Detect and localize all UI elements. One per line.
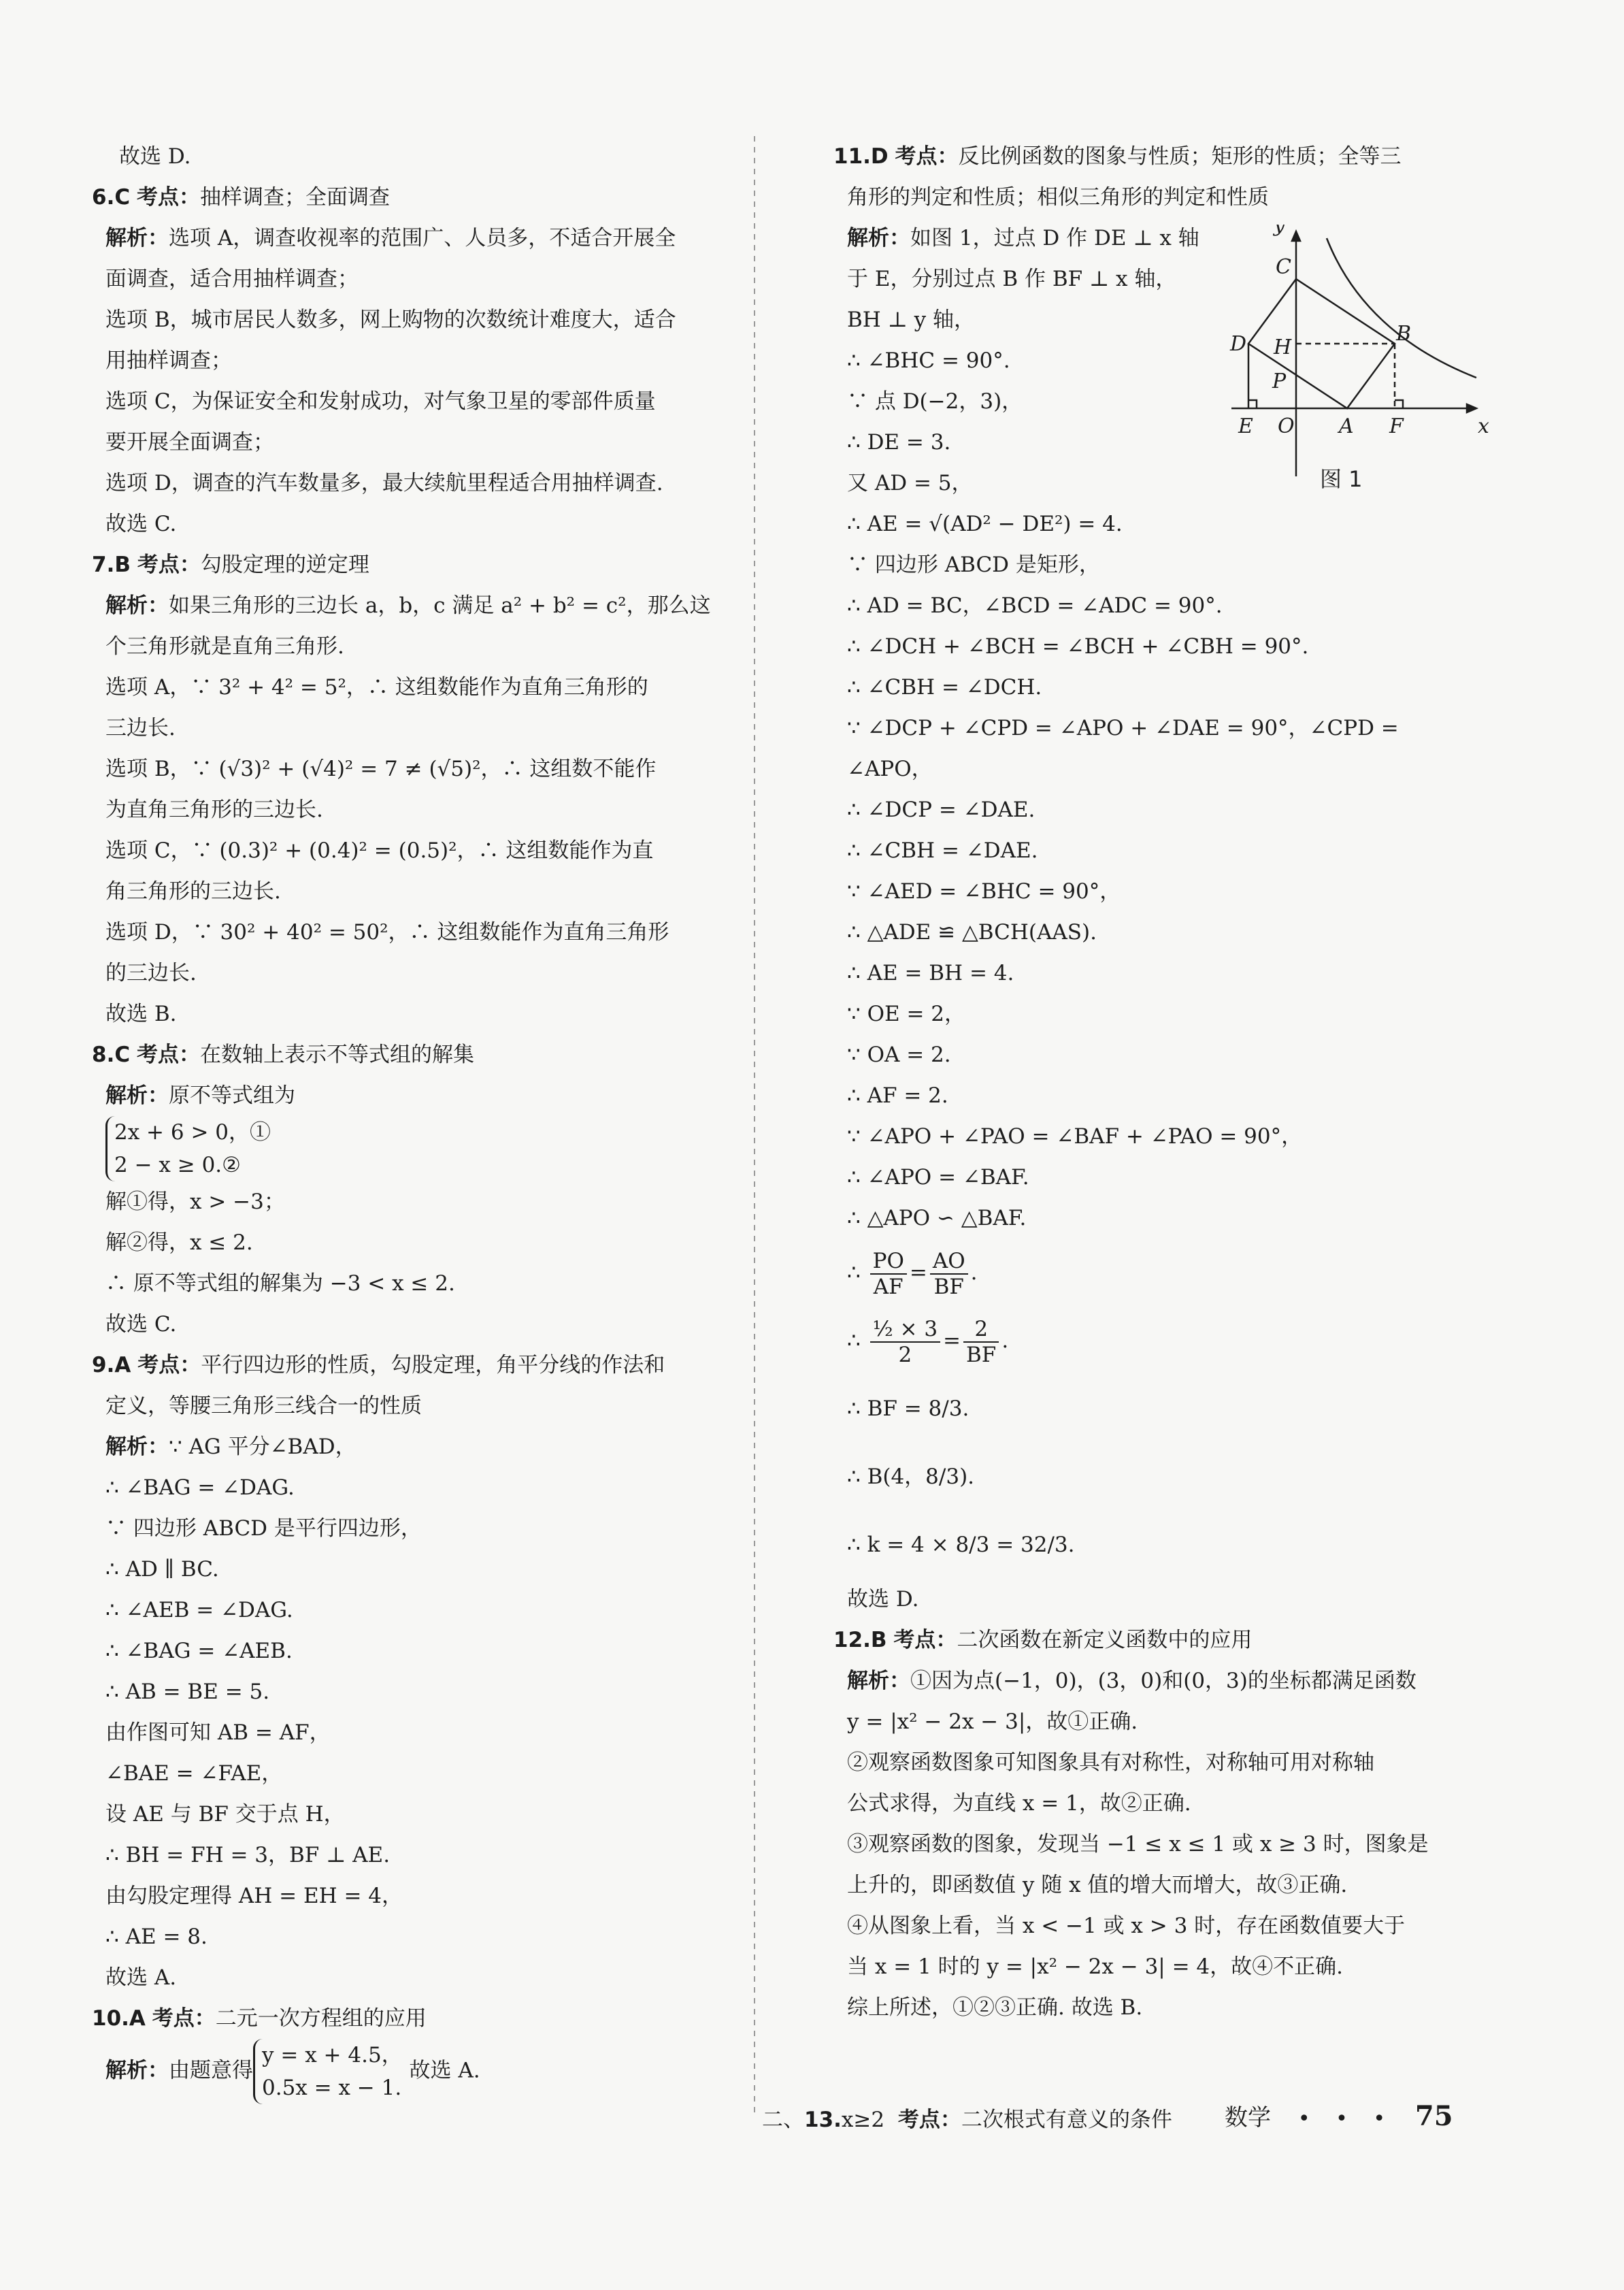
line-text: 平行四边形的性质，勾股定理，角平分线的作法和 — [201, 1353, 665, 1377]
line-text: ∵ OA = 2. — [847, 1043, 951, 1067]
line-text: 要开展全面调查； — [105, 430, 274, 455]
line-text: 选项 D，∵ 30² + 40² = 50²，∴ 这组数能作为直角三角形 — [105, 920, 669, 945]
text-line — [92, 830, 738, 871]
text-line — [833, 1157, 1487, 1198]
text-line — [833, 1987, 1487, 2028]
line-text: ∴ ∠APO = ∠BAF. — [847, 1165, 1029, 1190]
line-text: ∴ AE = 8. — [105, 1925, 208, 1949]
line-text: 三边长. — [105, 716, 176, 740]
line-text: 综上所述，①②③正确. 故选 B. — [847, 1995, 1143, 2020]
text-line — [92, 1345, 738, 1386]
keypoint-label: 考点： — [893, 1628, 957, 1652]
line-text: 反比例函数的图象与性质；矩形的性质；全等三 — [958, 144, 1402, 169]
line-text: 于 E，分别过点 B 作 BF ⊥ x 轴， — [847, 267, 1177, 291]
line-text: ∴ △ADE ≌ △BCH(AAS). — [847, 920, 1097, 945]
denominator: AF — [873, 1274, 904, 1299]
line-text: ∴ B(4，8/3). — [847, 1465, 975, 1489]
text-line — [92, 340, 738, 381]
line-text: 二次函数在新定义函数中的应用 — [957, 1628, 1253, 1652]
text-line — [92, 1034, 738, 1075]
text-line — [833, 136, 1487, 177]
line-text: ∴ AB = BE = 5. — [105, 1680, 270, 1704]
line-text: ∵ ∠AED = ∠BHC = 90°， — [847, 879, 1121, 904]
line-text: 为直角三角形的三边长. — [105, 798, 323, 822]
page-footer — [1225, 2096, 1453, 2140]
text-line — [833, 1116, 1487, 1157]
line-text: 选项 A，∵ 3² + 4² = 5²，∴ 这组数能作为直角三角形的 — [105, 675, 648, 700]
line-text: 选项 A，调查收视率的范围广、人员多，不适合开展全 — [169, 226, 676, 250]
question-number: 13. — [804, 2108, 842, 2132]
line-text: 解①得，x > −3； — [105, 1190, 285, 1214]
text-line — [92, 953, 738, 994]
answer: x≥2 — [841, 2108, 885, 2132]
equation-line: 2x + 6 > 0，① — [114, 1120, 271, 1145]
line-text: 选项 C，∵ (0.3)² + (0.4)² = (0.5)²，∴ 这组数能作为直 — [105, 838, 654, 863]
denominator: 2 — [898, 1342, 912, 1367]
line-text: ∴ AF = 2. — [847, 1083, 948, 1108]
keypoint-text: 二次根式有意义的条件 — [961, 2108, 1172, 2132]
keypoint-label: 考点： — [897, 2108, 961, 2132]
text-line — [92, 1753, 738, 1794]
keypoint-label: 考点： — [136, 185, 200, 210]
label-P: P — [1272, 370, 1287, 393]
text-line — [833, 1511, 1487, 1579]
line-text: ②观察函数图象可知图象具有对称性，对称轴可用对称轴 — [847, 1750, 1374, 1775]
period: . — [1001, 1328, 1009, 1353]
text-line — [833, 1375, 1487, 1443]
text-line — [92, 912, 738, 953]
line-text: 由作图可知 AB = AF， — [105, 1720, 331, 1745]
line-text: 勾股定理的逆定理 — [200, 553, 369, 577]
subject-label: 数学 — [1225, 2104, 1271, 2131]
line-text: 选项 D，调查的汽车数量多，最大续航里程适合用抽样调查. — [105, 471, 663, 495]
line-text: 故选 C. — [105, 1312, 177, 1337]
text-line — [92, 422, 738, 463]
text-line — [833, 1742, 1487, 1783]
question-number: 11.D — [833, 144, 889, 169]
text-line — [833, 1661, 1487, 1701]
text-line — [92, 504, 738, 544]
line-text: ∴ k = 4 × 8/3 = 32/3. — [847, 1533, 1075, 1557]
section-two-start — [762, 2099, 1172, 2140]
label-x: x — [1478, 414, 1489, 438]
period: . — [970, 1260, 978, 1285]
line-text: 用抽样调查； — [105, 348, 232, 373]
text-line — [833, 667, 1487, 708]
text-line — [92, 585, 738, 626]
text-line — [833, 1198, 1487, 1239]
line-text: 公式求得，为直线 x = 1，故②正确. — [847, 1791, 1191, 1816]
text-line — [833, 1034, 1487, 1075]
line-text: ④从图象上看，当 x < −1 或 x > 3 时，存在函数值要大于 — [847, 1914, 1406, 1938]
equation-line: y = x + 4.5， — [262, 2043, 403, 2067]
line-text: ∵ ∠DCP + ∠CPD = ∠APO + ∠DAE = 90°，∠CPD = — [847, 716, 1399, 740]
line-text: 解②得，x ≤ 2. — [105, 1230, 253, 1255]
equation-line: 2 − x ≥ 0.② — [114, 1153, 241, 1177]
line-text: ∴ ∠AEB = ∠DAG. — [105, 1598, 293, 1622]
line-text: 选项 B，∵ (√3)² + (√4)² = 7 ≠ (√5)²，∴ 这组数不能作 — [105, 757, 657, 781]
text-line — [833, 1307, 1487, 1375]
fraction — [930, 1249, 968, 1299]
line-text: ∴ DE = 3. — [847, 430, 951, 455]
footer-dots: • • • — [1297, 2107, 1395, 2131]
equation-system — [253, 2039, 403, 2104]
right-angle-F — [1395, 400, 1403, 408]
text-line — [92, 789, 738, 830]
text-line — [833, 1620, 1487, 1661]
right-angle-E — [1248, 400, 1257, 408]
text-line — [92, 871, 738, 912]
denominator: BF — [933, 1274, 964, 1299]
text-line — [833, 177, 1487, 218]
analysis-label: 解析： — [105, 2058, 169, 2083]
text-line — [92, 1075, 738, 1116]
text-line — [92, 1426, 738, 1467]
equals-sign: = — [943, 1328, 961, 1353]
line-text: ∴ ∠BAG = ∠DAG. — [105, 1475, 295, 1500]
line-text: ∵ 点 D(−2，3)， — [847, 389, 1023, 414]
text-line — [833, 1443, 1487, 1511]
text-line — [833, 749, 1487, 789]
therefore-symbol: ∴ — [847, 1328, 861, 1353]
line-text: 当 x = 1 时的 y = |x² − 2x − 3| = 4，故④不正确. — [847, 1954, 1343, 1979]
text-line — [92, 1957, 738, 1998]
keypoint-label: 考点： — [895, 144, 959, 169]
text-line — [92, 1116, 738, 1181]
line-text: 由题意得 — [169, 2058, 253, 2083]
line-text: ∴ BH = FH = 3，BF ⊥ AE. — [105, 1843, 391, 1867]
text-line — [833, 1579, 1487, 1620]
keypoint-label: 考点： — [137, 553, 201, 577]
question-number: 6.C — [92, 185, 131, 210]
label-B: B — [1396, 322, 1412, 346]
keypoint-label: 考点： — [137, 1353, 201, 1377]
line-text: ③观察函数的图象，发现当 −1 ≤ x ≤ 1 或 x ≥ 3 时，图象是 — [847, 1832, 1429, 1856]
line-text: 抽样调查；全面调查 — [199, 185, 390, 210]
text-line — [92, 299, 738, 340]
text-line — [833, 1905, 1487, 1946]
line-text: 故选 A. — [105, 1965, 177, 1990]
line-text: ∴ AD = BC，∠BCD = ∠ADC = 90°. — [847, 593, 1223, 618]
line-text: ∵ OE = 2， — [847, 1002, 966, 1026]
line-text: ∵ ∠APO + ∠PAO = ∠BAF + ∠PAO = 90°， — [847, 1124, 1303, 1149]
text-line — [92, 1181, 738, 1222]
label-A: A — [1339, 414, 1354, 438]
text-line — [833, 830, 1487, 871]
line-text: 又 AD = 5， — [847, 471, 973, 495]
text-line — [92, 708, 738, 749]
left-column — [92, 136, 738, 2104]
section-prefix: 二、 — [762, 2108, 804, 2132]
fraction — [870, 1249, 907, 1299]
line-text: ①因为点(−1，0)，(3，0)和(0，3)的坐标都满足函数 — [910, 1669, 1416, 1693]
line-text: 定义，等腰三角形三线合一的性质 — [105, 1394, 422, 1418]
analysis-label: 解析： — [105, 593, 169, 618]
line-text: ∵ 四边形 ABCD 是矩形， — [847, 553, 1100, 577]
line-text: ∴ △APO ∽ △BAF. — [847, 1206, 1027, 1230]
fraction — [870, 1317, 940, 1367]
line-text: 上升的，即函数值 y 随 x 值的增大而增大，故③正确. — [847, 1873, 1348, 1897]
label-D: D — [1230, 332, 1247, 356]
line-text: ∠BAE = ∠FAE， — [105, 1761, 283, 1786]
analysis-label: 解析： — [105, 226, 169, 250]
text-line — [92, 1222, 738, 1263]
line-text: 如果三角形的三边长 a，b，c 满足 a² + b² = c²，那么这 — [169, 593, 711, 618]
keypoint-label: 考点： — [152, 2006, 216, 2031]
text-line — [833, 1239, 1487, 1307]
analysis-label: 解析： — [847, 226, 910, 250]
question-number: 9.A — [92, 1353, 131, 1377]
text-line — [833, 544, 1487, 585]
line-text: 故选 D. — [847, 1587, 919, 1612]
text-line — [833, 789, 1487, 830]
page-number: 75 — [1414, 2100, 1453, 2132]
question-number: 8.C — [92, 1043, 131, 1067]
line-text: ∴ 原不等式组的解集为 −3 < x ≤ 2. — [105, 1271, 455, 1296]
text-line — [92, 218, 738, 259]
analysis-label: 解析： — [105, 1435, 169, 1459]
question-number: 7.B — [92, 553, 131, 577]
text-line — [92, 136, 738, 177]
text-line — [833, 626, 1487, 667]
text-line — [833, 953, 1487, 994]
line-text: ∴ ∠BHC = 90°. — [847, 348, 1010, 373]
line-text: ∴ ∠CBH = ∠DCH. — [847, 675, 1042, 700]
line-text: ∴ BF = 8/3. — [847, 1396, 970, 1421]
line-text: y = |x² − 2x − 3|，故①正确. — [847, 1710, 1138, 1734]
text-line — [92, 463, 738, 504]
line-text: 故选 C. — [105, 512, 177, 536]
text-line — [833, 1701, 1487, 1742]
equation-system — [105, 1116, 271, 1181]
text-line — [92, 1916, 738, 1957]
figure-caption: 图 1 — [1320, 466, 1363, 492]
line-text: ∴ ∠DCH + ∠BCH = ∠BCH + ∠CBH = 90°. — [847, 634, 1309, 659]
text-line — [92, 177, 738, 218]
line-text: ∵ AG 平分∠BAD， — [169, 1435, 357, 1459]
equals-sign: = — [909, 1260, 927, 1285]
line-text: 设 AE 与 BF 交于点 H， — [105, 1802, 345, 1827]
text-line — [92, 1304, 738, 1345]
line-text: ∴ ∠BAG = ∠AEB. — [105, 1639, 293, 1663]
line-text: 故选 D. — [119, 144, 191, 169]
text-line — [833, 1946, 1487, 1987]
text-line — [833, 708, 1487, 749]
text-line — [92, 1671, 738, 1712]
figure-1 — [1225, 225, 1490, 497]
numerator: 2 — [963, 1317, 999, 1343]
text-line — [92, 2039, 738, 2104]
label-C: C — [1276, 255, 1291, 279]
numerator: PO — [870, 1249, 907, 1275]
therefore-symbol: ∴ — [847, 1260, 861, 1285]
label-H: H — [1274, 336, 1292, 359]
text-line — [833, 994, 1487, 1034]
line-text: 在数轴上表示不等式组的解集 — [199, 1043, 474, 1067]
line-text: 故选 A. — [409, 2058, 480, 2083]
denominator: BF — [966, 1342, 997, 1367]
column-divider — [754, 136, 755, 2116]
text-line — [92, 1263, 738, 1304]
hyperbola-curve — [1327, 238, 1476, 378]
text-line — [92, 1835, 738, 1876]
line-text: 由勾股定理得 AH = EH = 4， — [105, 1884, 403, 1908]
line-text: ∴ ∠DCP = ∠DAE. — [847, 798, 1035, 822]
question-number: 12.B — [833, 1628, 887, 1652]
analysis-label: 解析： — [105, 1083, 169, 1108]
text-line — [833, 871, 1487, 912]
line-text: 面调查，适合用抽样调查； — [105, 267, 359, 291]
question-number: 10.A — [92, 2006, 146, 2031]
line-text: ∠APO， — [847, 757, 933, 781]
text-line — [92, 1386, 738, 1426]
text-line — [833, 504, 1487, 544]
label-E: E — [1238, 414, 1253, 438]
text-line — [92, 1876, 738, 1916]
line-text: 选项 B，城市居民人数多，网上购物的次数统计难度大，适合 — [105, 308, 676, 332]
line-text: ∵ 四边形 ABCD 是平行四边形， — [105, 1516, 422, 1541]
line-text: 如图 1，过点 D 作 DE ⊥ x 轴 — [910, 226, 1199, 250]
line-text: 选项 C，为保证安全和发射成功，对气象卫星的零部件质量 — [105, 389, 656, 414]
text-line — [92, 544, 738, 585]
text-line — [92, 259, 738, 299]
fraction — [963, 1317, 999, 1367]
text-line — [833, 1824, 1487, 1865]
line-text: 故选 B. — [105, 1002, 177, 1026]
text-line — [92, 626, 738, 667]
y-axis-arrow — [1292, 231, 1300, 241]
line-text: 角形的判定和性质；相似三角形的判定和性质 — [847, 185, 1269, 210]
text-line — [833, 1865, 1487, 1905]
line-text: 的三边长. — [105, 961, 197, 985]
text-line — [833, 1783, 1487, 1824]
text-line — [92, 381, 738, 422]
line-text: ∴ AE = BH = 4. — [847, 961, 1014, 985]
text-line — [92, 1712, 738, 1753]
keypoint-label: 考点： — [136, 1043, 200, 1067]
text-line — [92, 1794, 738, 1835]
text-line — [92, 1998, 738, 2039]
line-text: 角三角形的三边长. — [105, 879, 281, 904]
line-text: 个三角形就是直角三角形. — [105, 634, 344, 659]
line-text: 原不等式组为 — [169, 1083, 295, 1108]
label-F: F — [1389, 414, 1404, 438]
text-line — [833, 912, 1487, 953]
line-text: BH ⊥ y 轴， — [847, 308, 976, 332]
text-line — [92, 1549, 738, 1590]
text-line — [833, 1075, 1487, 1116]
line-text: ∴ AD ∥ BC. — [105, 1557, 219, 1582]
text-line — [92, 1508, 738, 1549]
text-line — [833, 585, 1487, 626]
analysis-label: 解析： — [847, 1669, 910, 1693]
label-O: O — [1278, 414, 1295, 438]
text-line — [92, 1590, 738, 1631]
coordinate-diagram — [1225, 225, 1490, 497]
line-text: ∴ ∠CBH = ∠DAE. — [847, 838, 1038, 863]
line-text: ∴ AE = √(AD² − DE²) = 4. — [847, 512, 1123, 536]
text-line — [92, 1467, 738, 1508]
text-line — [92, 1631, 738, 1671]
label-y: y — [1274, 225, 1285, 237]
text-line — [92, 749, 738, 789]
x-axis-arrow — [1467, 404, 1476, 412]
equation-line: 0.5x = x − 1. — [262, 2076, 402, 2100]
numerator: ½ × 3 — [870, 1317, 940, 1343]
text-line — [92, 994, 738, 1034]
numerator: AO — [930, 1249, 968, 1275]
text-line — [92, 667, 738, 708]
line-text: 二元一次方程组的应用 — [215, 2006, 427, 2031]
